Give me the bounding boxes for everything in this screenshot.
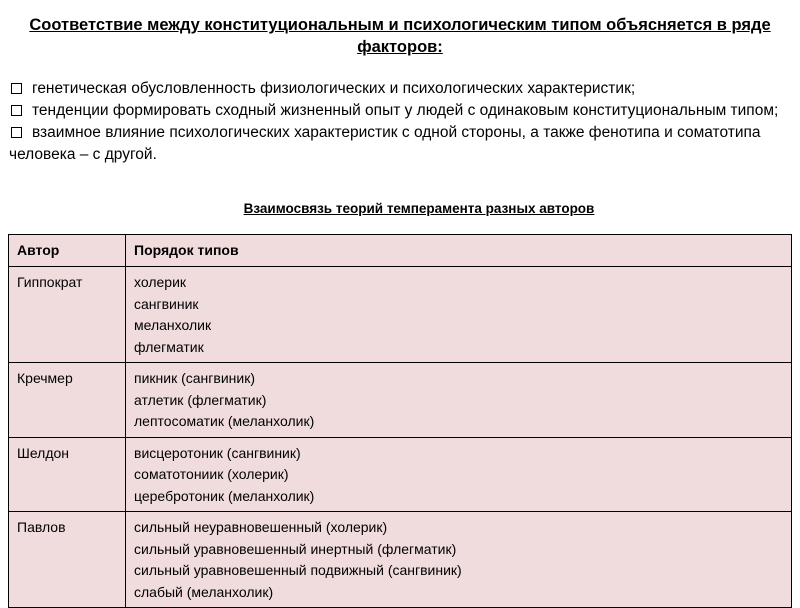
temperament-table [8, 234, 792, 608]
column-header-author: Автор [9, 235, 126, 267]
type-item: висцеротоник (сангвиник) [134, 444, 301, 461]
list-item-text: взаимное влияние психологических характеристик с одной стороны, а также фенотипа и соматотипа человека – с другой. [9, 124, 761, 163]
type-item: холерик [134, 274, 187, 290]
author-cell: Шелдон [9, 437, 126, 512]
type-item: флегматик [134, 338, 204, 355]
type-item: соматотониик (холерик) [134, 466, 289, 482]
types-cell [126, 363, 792, 438]
list-item [9, 78, 794, 100]
table-row [9, 363, 792, 438]
type-item: сильный уравновешенный подвижный (сангвиник) [134, 562, 462, 578]
table-header-row [9, 235, 792, 267]
type-item: атлетик (флегматик) [134, 391, 267, 408]
checkbox-square-icon [11, 105, 22, 116]
page-heading: Соответствие между конституциональным и психологическим типом объясняется в ряде факторов: [29, 16, 771, 56]
type-item: лептосоматик (меланхолик) [134, 413, 315, 429]
list-item-text: генетическая обусловленность физиологических и психологических характеристик; [32, 80, 636, 97]
table-title: Взаимосвязь теорий темперамента разных авторов [243, 201, 595, 216]
checkbox-square-icon [11, 83, 22, 94]
type-item: меланхолик [134, 317, 212, 333]
table-row [9, 267, 792, 363]
column-header-types: Порядок типов [126, 235, 792, 267]
type-item: сангвиник [134, 295, 199, 312]
list-item-text: тенденции формировать сходный жизненный опыт у людей с одинаковым конституциональным типом; [32, 102, 779, 119]
list-item [9, 100, 794, 122]
table-row [9, 512, 792, 608]
type-item: церебротоник (меланхолик) [134, 487, 315, 504]
list-item [9, 122, 794, 166]
author-cell: Павлов [9, 512, 126, 608]
types-cell [126, 512, 792, 608]
types-cell [126, 437, 792, 512]
table-row [9, 437, 792, 512]
type-item: слабый (меланхолик) [134, 583, 274, 600]
type-item: пикник (сангвиник) [134, 370, 255, 386]
factor-list [9, 78, 794, 166]
types-cell [126, 267, 792, 363]
checkbox-square-icon [11, 127, 22, 138]
author-cell: Гиппократ [9, 267, 126, 363]
type-item: сильный неуравновешенный (холерик) [134, 519, 388, 535]
author-cell: Кречмер [9, 363, 126, 438]
type-item: сильный уравновешенный инертный (флегматик) [134, 540, 457, 557]
